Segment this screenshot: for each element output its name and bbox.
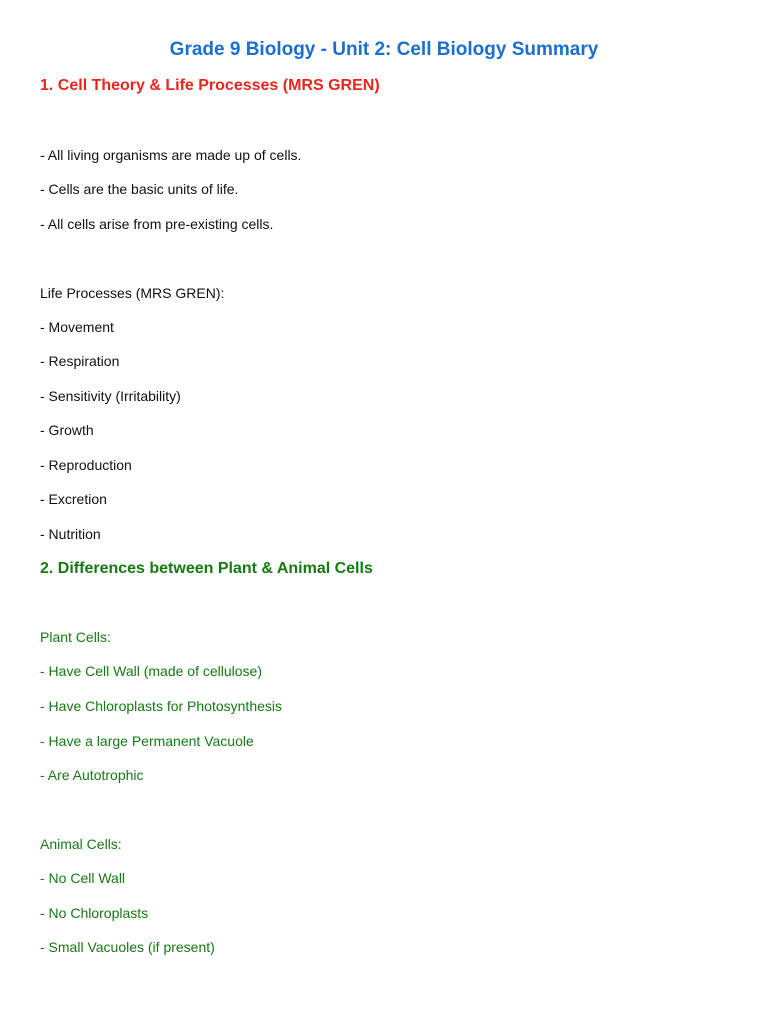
animal-cells-label: Animal Cells: [40,836,122,852]
life-process-item: - Nutrition [40,526,101,542]
animal-cell-item: - No Chloroplasts [40,905,149,921]
cell-theory-item-3: - All cells arise from pre-existing cells. [40,216,274,232]
life-process-item: - Excretion [40,491,107,507]
plant-cell-item: - Have Cell Wall (made of cellulose) [40,663,262,679]
life-process-item: - Respiration [40,353,120,369]
life-processes-label: Life Processes (MRS GREN): [40,285,225,301]
animal-cell-item: - No Cell Wall [40,870,126,886]
plant-cell-item: - Have Chloroplasts for Photosynthesis [40,698,282,714]
life-process-item: - Growth [40,422,94,438]
plant-cell-item: - Have a large Permanent Vacuole [40,733,254,749]
plant-cells-label: Plant Cells: [40,629,111,645]
animal-cell-item: - Small Vacuoles (if present) [40,939,215,955]
plant-cell-item: - Are Autotrophic [40,767,144,783]
cell-theory-item-2: - Cells are the basic units of life. [40,181,239,197]
life-process-item: - Movement [40,319,114,335]
document-title: Grade 9 Biology - Unit 2: Cell Biology Summary [169,39,599,60]
section-1-heading: 1. Cell Theory & Life Processes (MRS GREN) [40,77,380,94]
cell-theory-item-1: - All living organisms are made up of cells. [40,147,302,163]
life-process-item: - Sensitivity (Irritability) [40,388,181,404]
section-2-heading: 2. Differences between Plant & Animal Cells [40,560,373,577]
life-process-item: - Reproduction [40,457,132,473]
